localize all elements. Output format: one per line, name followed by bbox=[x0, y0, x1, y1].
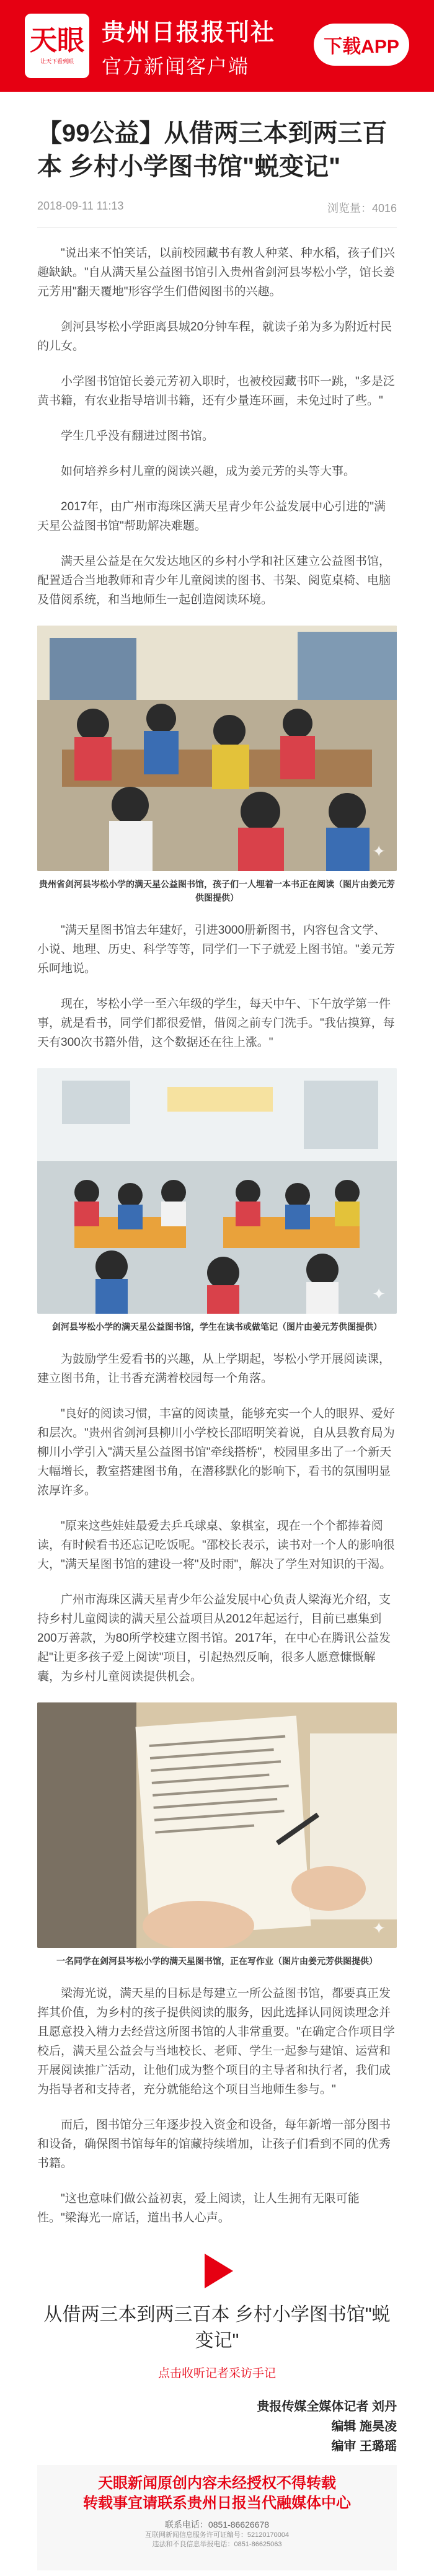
paragraph: 为鼓励学生爱看书的兴趣，从上学期起，岑松小学开展阅读课，建立图书角，让书香充满着校园每一个角落。 bbox=[37, 1353, 391, 1385]
audio-player bbox=[37, 2252, 397, 2381]
photo-watermark: ✦ bbox=[372, 1285, 386, 1303]
credit-reviewer: 编审 王璐瑶 bbox=[331, 2440, 397, 2453]
copyright-footer bbox=[37, 2465, 397, 2570]
paragraph: 梁海光说，满天星的目标是每建立一所公益图书馆，都要真正发挥其价值，为乡村的孩子提供阅读的服务，因此选择认同阅读理念并且愿意投入精力去经营这所图书馆的人非常重要。"在确定合作项目学校后，满天星公益会与当地校长、老师、学生一起参与建馆、运营和开展阅读推广活动，让他们成为整个项目的主导者和执行者，我们成为指导者和支持者，充分就能给这个项目当地师生参与。" bbox=[37, 1987, 395, 2096]
paragraph: 小学图书馆馆长姜元芳初入职时，也被校园藏书吓一跳，"多是泛黄书籍，有农业指导培训书籍，还有少量连环画，未免过时了些。" bbox=[37, 375, 395, 407]
logo-sub: 让天下看到眼 bbox=[40, 58, 74, 64]
footer-notice: 天眼新闻原创内容未经授权不得转载 bbox=[98, 2475, 336, 2492]
photo-library-reading bbox=[37, 626, 397, 871]
paragraph: 2017年，由广州市海珠区满天星青少年公益发展中心引进的"满天星公益图书馆"帮助解决难题。 bbox=[37, 500, 386, 533]
listen-link[interactable]: 点击收听记者采访手记 bbox=[157, 2367, 276, 2380]
paragraph: 满天星公益是在欠发达地区的乡村小学和社区建立公益图书馆，配置适合当地教师和青少年儿童阅读的图书、书架、阅览桌椅、电脑及借阅系统，和当地师生一起创造阅读环境。 bbox=[37, 555, 391, 606]
paragraph: 剑河县岑松小学距离县城20分钟车程，就读子弟为多为附近村民的儿女。 bbox=[37, 321, 392, 353]
credit-reporter: 贵报传媒全媒体记者 刘丹 bbox=[257, 2400, 397, 2414]
paragraph: "原来这些娃娃最爱去乒乓球桌、象棋室，现在一个个都捧着阅读，有时候看书还忘记吃饭呢。"邵校长表示，读书对一个人的影响很大，"满天星图书馆的建设一将"及时雨"，解决了学生对知识的干渴。 bbox=[37, 1520, 395, 1571]
photo-watermark: ✦ bbox=[372, 1919, 386, 1937]
download-app-button[interactable]: 下载APP bbox=[314, 24, 409, 66]
paragraph: 而后，图书馆分三年逐步投入资金和设备，每年新增一部分图书和设备，确保图书馆每年的馆藏持续增加，让孩子们看到不同的优秀书籍。 bbox=[37, 2118, 391, 2170]
article-views: 浏览量：4016 bbox=[327, 202, 397, 215]
article bbox=[37, 117, 397, 2456]
photo-caption: 一名同学在剑河县岑松小学的满天星图书馆，正在写作业（图片由姜元芳供图提供） bbox=[56, 1956, 378, 1966]
article-title: 【99公益】从借两三本到两三百本 乡村小学图书馆"蜕变记" bbox=[37, 120, 388, 180]
audio-title: 从借两三本到两三百本 乡村小学图书馆"蜕变记" bbox=[43, 2304, 391, 2351]
app-logo bbox=[25, 14, 89, 78]
footer-report-phone: 违法和不良信息举报电话：0851-86625063 bbox=[152, 2541, 282, 2548]
paragraph: 现在，岑松小学一至六年级的学生，每天中午、下午放学第一件事，就是看书，同学们都很爱惜，借阅之前专门洗手。"我估摸算，每天有300次书籍外借，这个数据还在往上涨。" bbox=[37, 998, 395, 1049]
photo-students-classroom bbox=[37, 1068, 397, 1314]
photo-watermark: ✦ bbox=[372, 842, 386, 861]
footer-phone: 联系电话：0851-86626678 bbox=[164, 2520, 270, 2530]
paragraph: 学生几乎没有翻进过图书馆。 bbox=[61, 430, 215, 443]
photo-caption: 贵州省剑河县岑松小学的满天星公益图书馆，孩子们一人埋着一本书正在阅读（图片由姜元芳供图提供） bbox=[39, 879, 395, 903]
photo-student-writing bbox=[37, 1702, 397, 1948]
logo-char: 天眼 bbox=[30, 25, 84, 56]
footer-license: 互联网新闻信息服务许可证编号：52120170004 bbox=[144, 2531, 290, 2539]
paragraph: 如何培养乡村儿童的阅读兴趣，成为姜元芳的头等大事。 bbox=[61, 465, 356, 478]
paragraph: "满天星图书馆去年建好，引进3000册新图书，内容包含文学、小说、地理、历史、科学等等，同学们一下子就爱上图书馆。"姜元芳乐呵地说。 bbox=[37, 924, 395, 975]
play-icon[interactable] bbox=[198, 2252, 236, 2290]
credit-editor: 编辑 施昊凌 bbox=[331, 2420, 397, 2433]
header-text bbox=[102, 13, 275, 79]
article-meta bbox=[37, 200, 397, 228]
paragraph: "良好的阅读习惯，丰富的阅读量，能够充实一个人的眼界、爱好和层次。"贵州省剑河县柳川小学校长邵昭明笑着说，自从县教育局为柳川小学引入"满天星公益图书馆"牵线搭桥"，校园里多出了一个新天大幅增长，教室搭建图书角，在潜移默化的影响下，看书的氛围明显浓厚许多。 bbox=[37, 1407, 395, 1497]
credits bbox=[37, 2397, 397, 2456]
header-subtitle: 官方新闻客户端 bbox=[102, 55, 250, 77]
footer-contact-notice: 转载事宜请联系贵州日报当代融媒体中心 bbox=[83, 2495, 351, 2512]
photo-caption: 剑河县岑松小学的满天星公益图书馆，学生在读书或做笔记（图片由姜元芳供图提供） bbox=[52, 1322, 382, 1332]
app-header bbox=[0, 0, 434, 92]
paragraph: "这也意味们做公益初衷，爱上阅读，让人生拥有无限可能性。"梁海光一席话，道出书人心声。 bbox=[37, 2192, 360, 2224]
article-date: 2018-09-11 11:13 bbox=[37, 200, 124, 212]
header-title: 贵州日报报刊社 bbox=[102, 19, 276, 46]
paragraph: 广州市海珠区满天星青少年公益发展中心负责人梁海光介绍，支持乡村儿童阅读的满天星公益项目从2012年起运行，目前已惠集到200万善款，为80所学校建立图书馆。2017年，在中心在腾讯公益发起"让更多孩子爱上阅读"项目，引起热烈反响，很多人愿意慷慨解囊，为乡村儿童阅读提供机会。 bbox=[37, 1593, 391, 1683]
paragraph: "说出来不怕笑话，以前校园藏书有教人种菜、种水稻，孩子们兴趣缺缺。"自从满天星公益图书馆引入贵州省剑河县岑松小学，馆长姜元芳用"翻天覆地"形容学生们借阅图书的兴趣。 bbox=[37, 247, 395, 298]
